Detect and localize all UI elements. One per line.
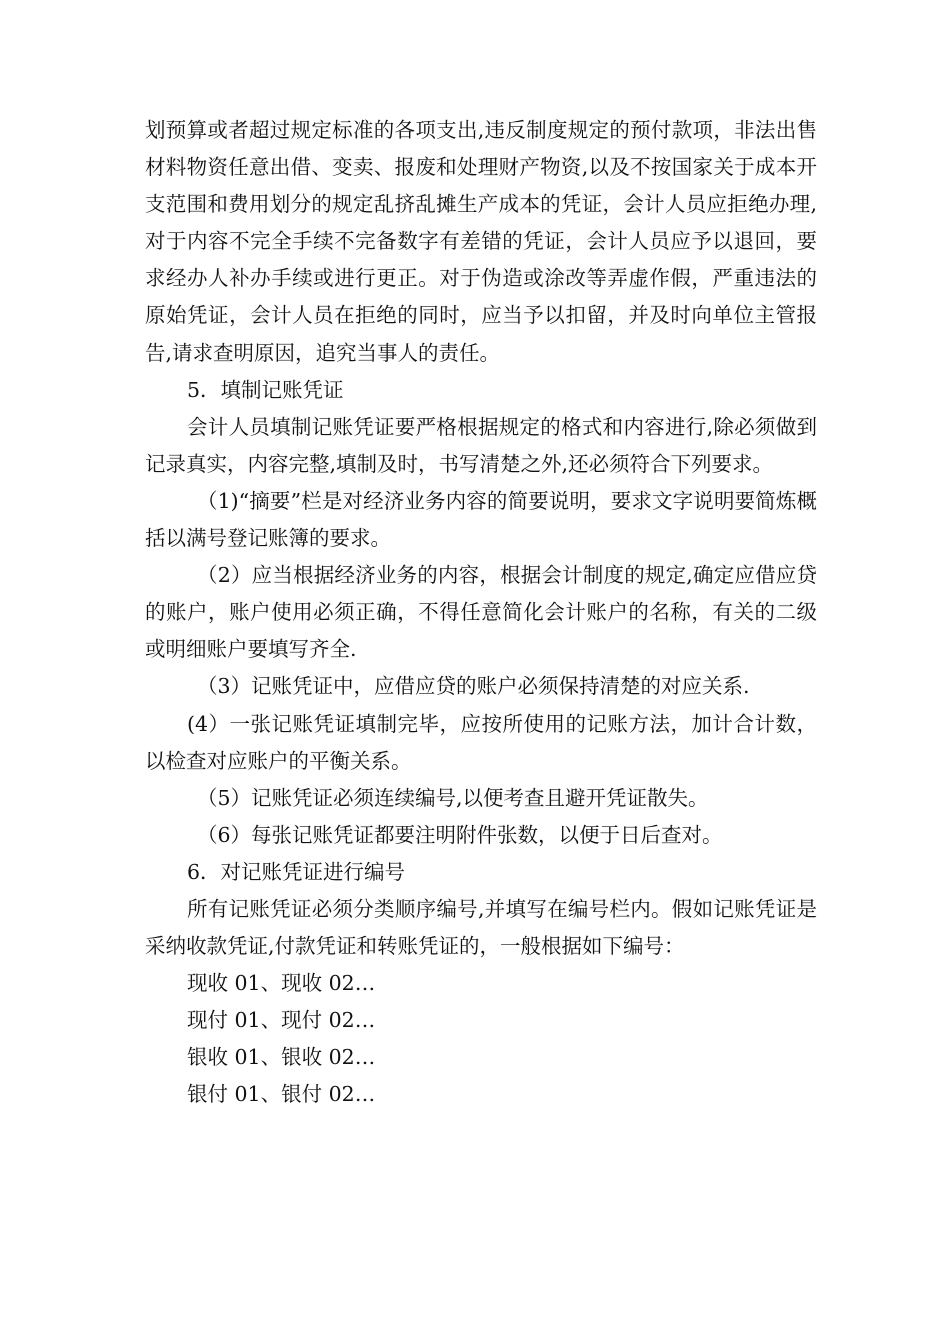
list-item-2: （2）应当根据经济业务的内容，根据会计制度的规定,确定应借应贷的账户，账户使用必须正确，不得任意简化会计账户的名称，有关的二级或明细账户要填写齐全.: [145, 563, 817, 662]
paragraph-voucher-review: 划预算或者超过规定标准的各项支出,违反制度规定的预付款项，非法出售材料物资任意出借、变卖、报废和处理财产物资,以及不按国家关于成本开支范围和费用划分的规定乱挤乱摊生产成本的凭证，会计人员应拒绝办理,对于内容不完全手续不完备数字有差错的凭证，会计人员应予以退回，要求经办人补办手续或进行更正。对于伪造或涂改等弄虚作假，严重违法的原始凭证，会计人员在拒绝的同时，应当予以扣留，并及时向单位主管报告,请求查明原因，追究当事人的责任。: [145, 118, 817, 365]
section-heading-6: 6．对记账凭证进行编号: [187, 859, 406, 884]
list-item-4: (4）一张记账凭证填制完毕，应按所使用的记账方法，加计合计数，以检查对应账户的平衡关系。: [145, 711, 817, 773]
paragraph-fill-voucher: 会计人员填制记账凭证要严格根据规定的格式和内容进行,除必须做到记录真实，内容完整,填制及时，书写清楚之外,还必须符合下列要求。: [145, 414, 817, 476]
document-body: [145, 112, 817, 1114]
paragraph-numbering: 所有记账凭证必须分类顺序编号,并填写在编号栏内。假如记账凭证是采纳收款凭证,付款凭证和转账凭证的，一般根据如下编号：: [145, 896, 817, 959]
list-item-3: （3）记账凭证中，应借应贷的账户必须保持清楚的对应关系.: [197, 674, 750, 699]
list-item-6: （6）每张记账凭证都要注明附件张数，以便于日后查对。: [197, 822, 723, 847]
numbering-example-cash-payment: 现付 01、现付 02…: [187, 1008, 376, 1033]
numbering-example-cash-receipt: 现收 01、现收 02…: [187, 971, 376, 996]
numbering-example-bank-receipt: 银收 01、银收 02…: [187, 1045, 376, 1070]
numbering-example-bank-payment: 银付 01、银付 02…: [187, 1082, 376, 1107]
section-heading-5: 5．填制记账凭证: [187, 377, 344, 402]
list-item-5: （5）记账凭证必须连续编号,以便考查且避开凭证散失。: [197, 785, 709, 810]
list-item-1: （1)“摘要”栏是对经济业务内容的简要说明，要求文字说明要简炼概括以满号登记账簿的要求。: [145, 488, 817, 551]
